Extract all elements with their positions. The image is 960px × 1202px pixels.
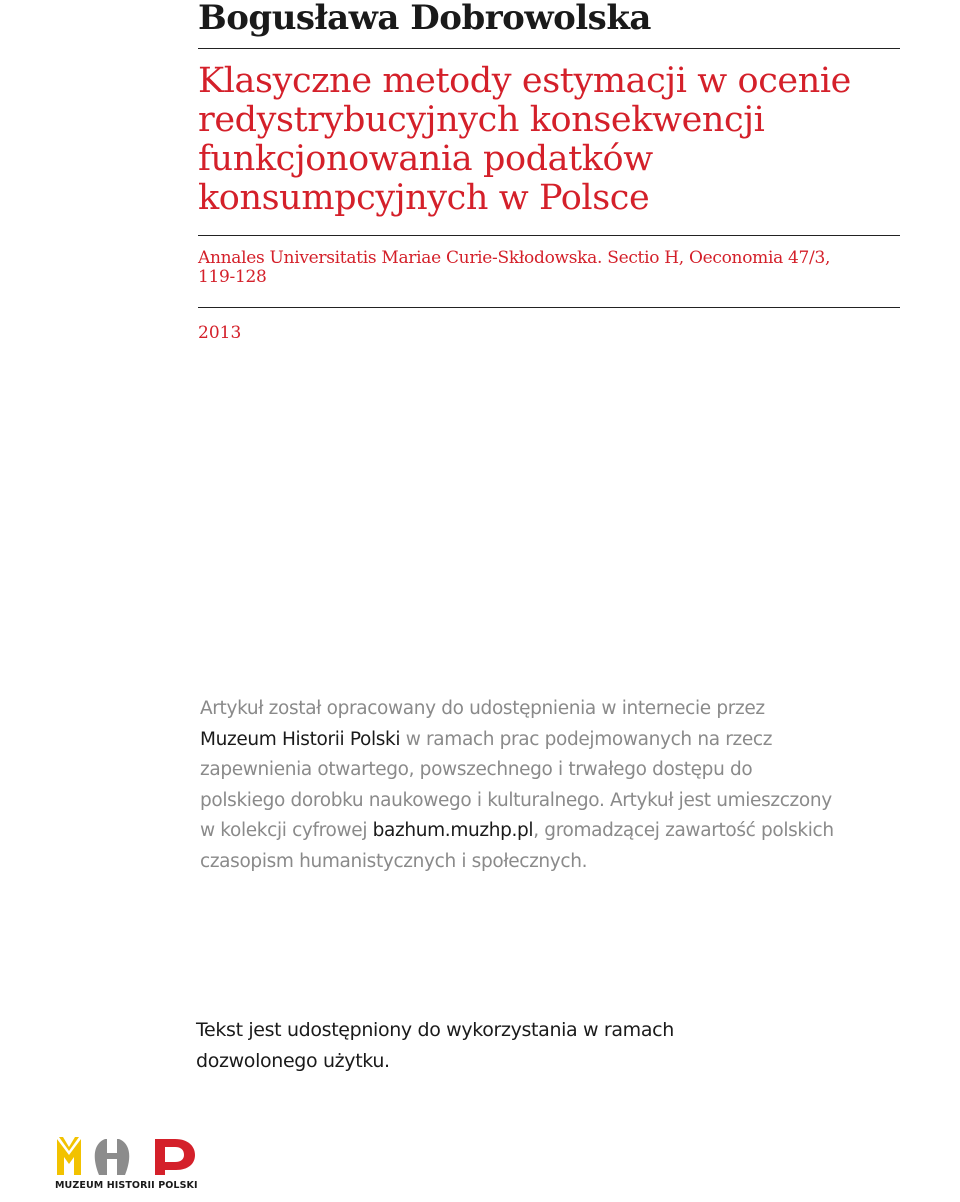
article-title-line: Klasyczne metody estymacji w ocenie — [198, 61, 851, 101]
notice-line — [200, 725, 900, 756]
usage-line: Tekst jest udostępniony do wykorzystania w ramach — [196, 1019, 674, 1041]
article-title-line: konsumpcyjnych w Polsce — [198, 178, 650, 218]
notice-line: Artykuł został opracowany do udostępnienia w internecie przez — [200, 698, 765, 719]
publication-source-line: Annales Universitatis Mariae Curie-Skłodowska. Sectio H, Oeconomia 47/3, — [198, 248, 831, 268]
publication-year: 2013 — [198, 323, 242, 343]
availability-notice — [200, 694, 900, 877]
usage-line: dozwolonego użytku. — [196, 1050, 390, 1072]
publication-source-pages: 119-128 — [198, 267, 267, 287]
collection-link[interactable]: bazhum.muzhp.pl — [372, 820, 534, 841]
notice-line — [200, 816, 900, 847]
notice-line: polskiego dorobku naukowego i kulturalnego. Artykuł jest umieszczony — [200, 789, 832, 811]
museum-logo-text: MUZEUM HISTORII POLSKI — [55, 1180, 198, 1191]
article-title — [198, 62, 898, 218]
museum-name: Muzeum Historii Polski — [200, 728, 401, 750]
publication-source — [198, 249, 898, 287]
author-name: Bogusława Dobrowolska — [198, 0, 651, 38]
notice-line: zapewnienia otwartego, powszechnego i trwałego dostępu do — [200, 759, 753, 780]
notice-text: w ramach prac podejmowanych na rzecz — [400, 728, 773, 750]
article-title-line: funkcjonowania podatków — [198, 139, 653, 179]
divider-top — [198, 48, 900, 49]
article-title-line: redystrybucyjnych konsekwencji — [198, 100, 765, 140]
notice-text: w kolekcji cyfrowej — [200, 820, 373, 841]
museum-logo — [55, 1133, 205, 1193]
notice-line: czasopism humanistycznych i społecznych. — [200, 850, 588, 872]
divider-source — [198, 307, 900, 308]
museum-logo-icon — [55, 1133, 205, 1179]
divider-title — [198, 235, 900, 236]
usage-notice — [196, 1015, 836, 1077]
notice-text: , gromadzącej zawartość polskich — [533, 820, 834, 841]
